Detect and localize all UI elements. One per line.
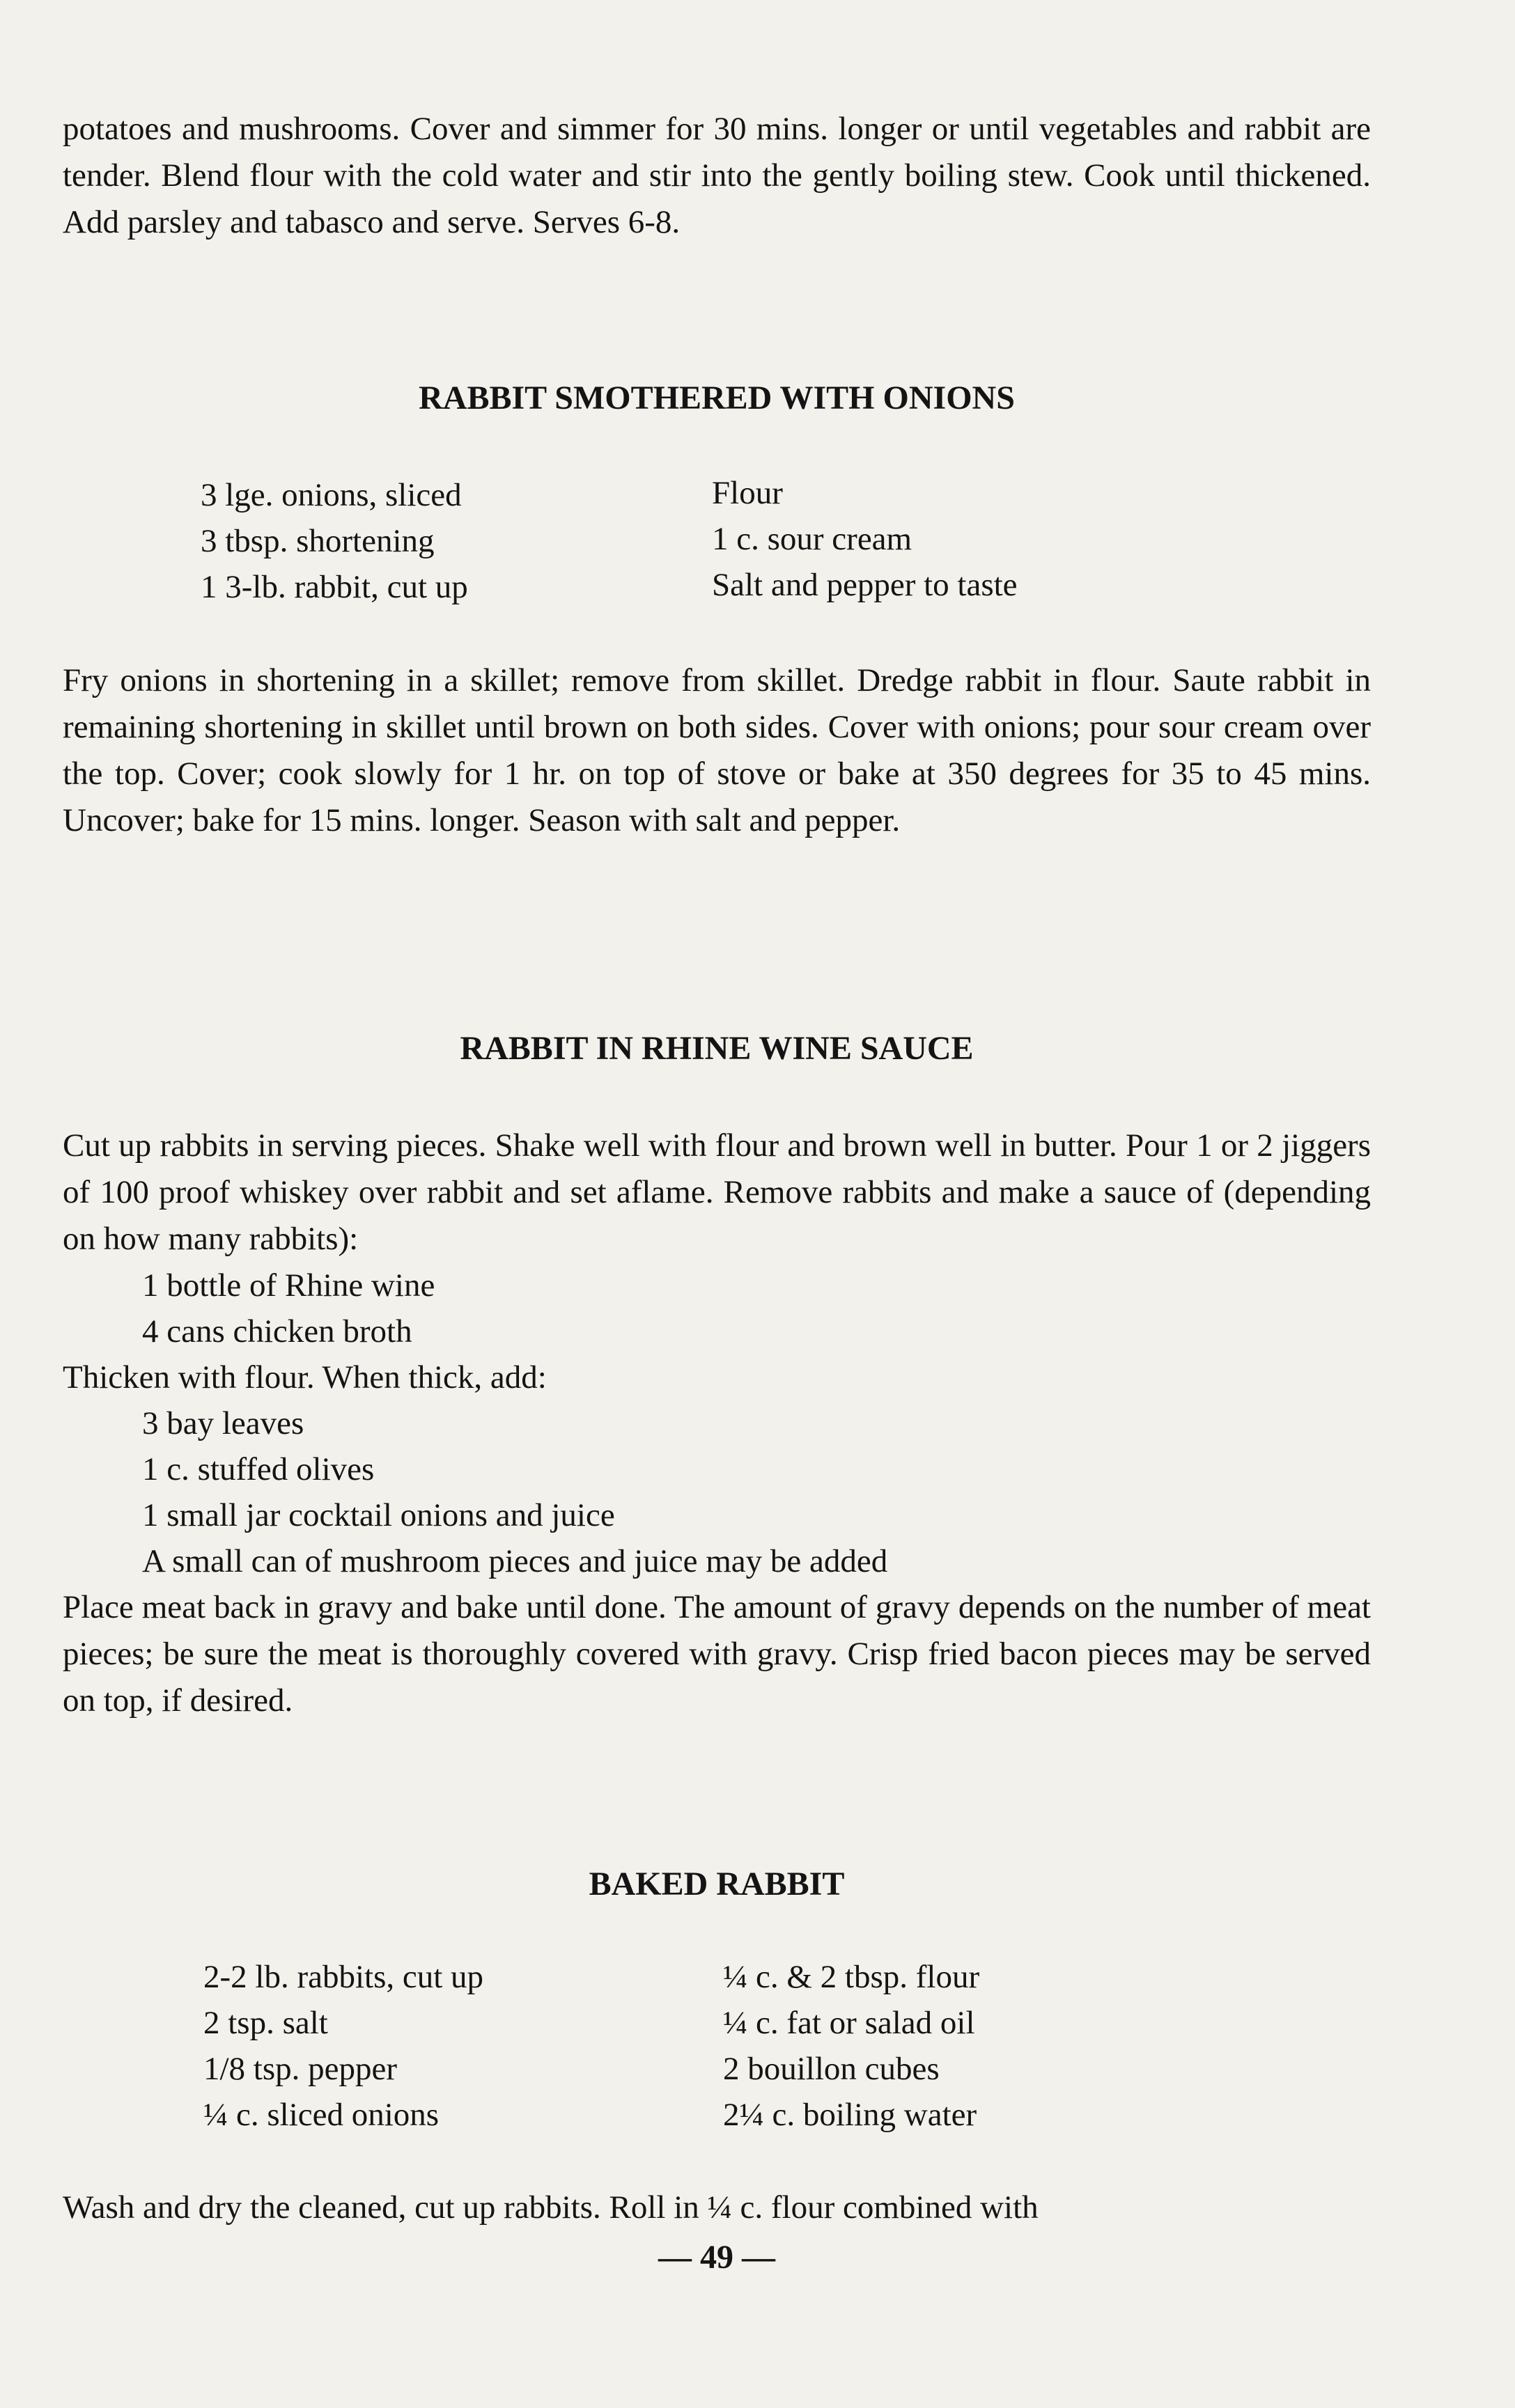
add-item: 1 c. stuffed olives xyxy=(142,1451,375,1487)
recipe-title-rhine: RABBIT IN RHINE WINE SAUCE xyxy=(460,1030,974,1067)
directions-baked: Wash and dry the cleaned, cut up rabbits. Roll in ¼ c. flour combined with xyxy=(63,2189,1039,2226)
ingredient-item: ¼ c. sliced onions xyxy=(203,2097,440,2133)
intro-paragraph: potatoes and mushrooms. Cover and simmer for 30 mins. longer or until vegetables and rabbit are tender. Blend flour with the cold water and stir into the gently boiling stew. Cook until thickened. Add parsley and tabasco and serve. Serves 6-8. xyxy=(63,111,1371,240)
ingredient-item: 1 3-lb. rabbit, cut up xyxy=(201,569,468,605)
directions-rhine-2: Place meat back in gravy and bake until done. The amount of gravy depends on the number of meat pieces; be sure the meat is thoroughly covered with gravy. Crisp fried bacon pieces may be served on top, if desired. xyxy=(63,1589,1371,1719)
recipe-title-baked: BAKED RABBIT xyxy=(589,1866,845,1902)
ingredient-item: ¼ c. fat or salad oil xyxy=(723,2005,975,2041)
page-number: — 49 — xyxy=(658,2239,775,2276)
ingredient-item: 1 c. sour cream xyxy=(712,521,912,557)
ingredient-item: 2¼ c. boiling water xyxy=(723,2097,977,2133)
add-item: 3 bay leaves xyxy=(142,1405,304,1441)
ingredient-item: ¼ c. & 2 tbsp. flour xyxy=(723,1959,980,1995)
thicken-line: Thicken with flour. When thick, add: xyxy=(63,1359,547,1395)
ingredients-right-baked xyxy=(723,1954,979,2138)
ingredient-item: 3 lge. onions, sliced xyxy=(201,477,462,513)
mushroom-note: A small can of mushroom pieces and juice may be added xyxy=(142,1543,888,1579)
ingredient-item: Flour xyxy=(712,475,783,511)
ingredient-item: 2 tsp. salt xyxy=(203,2005,328,2041)
ingredients-right-smothered xyxy=(712,470,1018,608)
ingredient-item: Salt and pepper to taste xyxy=(712,567,1018,603)
sauce-item: 4 cans chicken broth xyxy=(142,1313,412,1350)
add-item: 1 small jar cocktail onions and juice xyxy=(142,1497,615,1533)
ingredients-left-smothered xyxy=(201,472,468,610)
ingredient-item: 3 tbsp. shortening xyxy=(201,523,435,559)
recipe-title-smothered: RABBIT SMOTHERED WITH ONIONS xyxy=(419,380,1015,416)
ingredient-item: 2-2 lb. rabbits, cut up xyxy=(203,1959,484,1995)
ingredient-item: 2 bouillon cubes xyxy=(723,2051,940,2087)
ingredient-item: 1/8 tsp. pepper xyxy=(203,2051,398,2087)
directions-rhine-1: Cut up rabbits in serving pieces. Shake well with flour and brown well in butter. Pour 1 or 2 jiggers of 100 proof whiskey over rabbit and set aflame. Remove rabbits and make a sauce of (depending on how many rabbits): xyxy=(63,1127,1371,1257)
sauce-item: 1 bottle of Rhine wine xyxy=(142,1267,435,1304)
ingredients-left-baked xyxy=(203,1954,483,2138)
directions-smothered: Fry onions in shortening in a skillet; remove from skillet. Dredge rabbit in flour. Saute rabbit in remaining shortening in skillet until brown on both sides. Cover with onions; pour sour cream over the top. Cover; cook slowly for 1 hr. on top of stove or bake at 350 degrees for 35 to 45 mins. Uncover; bake for 15 mins. longer. Season with salt and pepper. xyxy=(63,662,1371,838)
